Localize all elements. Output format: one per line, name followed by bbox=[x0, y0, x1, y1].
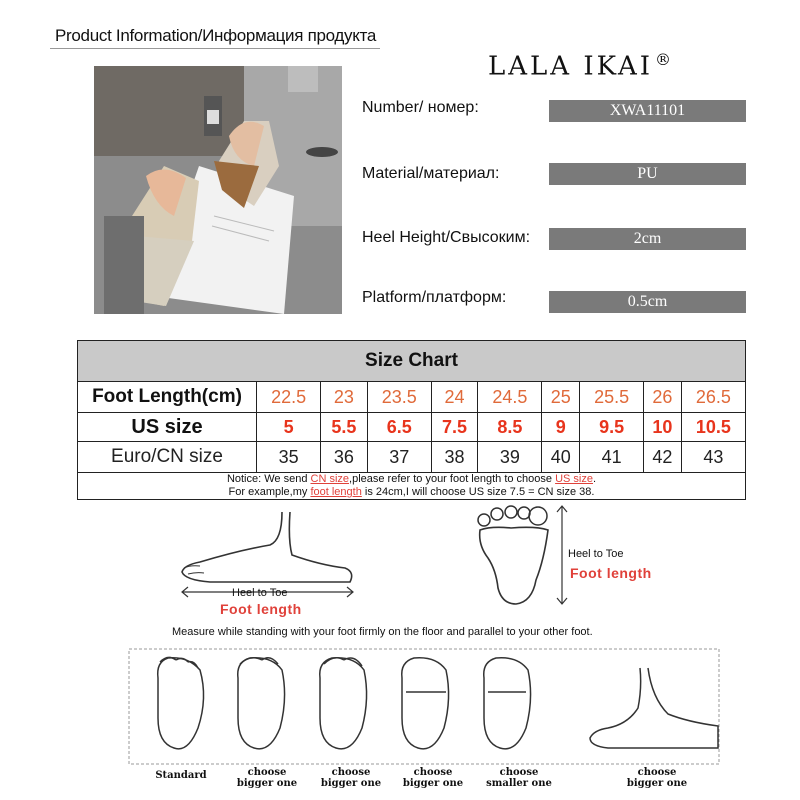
brand-name: LALA IKAI bbox=[488, 51, 654, 82]
notice-text-part: For example,my bbox=[228, 486, 311, 498]
foot-length-cell: 25.5 bbox=[579, 382, 643, 413]
caption-line: choose bbox=[499, 767, 539, 778]
notice-highlight: US size bbox=[555, 473, 593, 485]
row-label: US size bbox=[78, 413, 257, 442]
registered-mark: ® bbox=[655, 50, 675, 69]
euro-size-cell: 39 bbox=[478, 442, 542, 473]
us-size-cell: 9 bbox=[542, 413, 579, 442]
us-size-cell: 5.5 bbox=[321, 413, 367, 442]
caption-line: choose bbox=[247, 767, 287, 778]
material-value: PU bbox=[549, 163, 746, 185]
number-label: Number/ номер: bbox=[362, 99, 479, 116]
caption-line: bigger one bbox=[626, 778, 688, 789]
heel-to-toe-label: Heel to Toe bbox=[568, 548, 624, 560]
foot-caption bbox=[226, 767, 308, 789]
platform-label: Platform/платформ: bbox=[362, 289, 507, 306]
foot-length-cell: 26.5 bbox=[681, 382, 745, 413]
number-value: XWA11101 bbox=[549, 100, 746, 122]
heel-height-label: Heel Height/Свысоким: bbox=[362, 229, 531, 246]
notice-highlight: CN size bbox=[310, 473, 350, 485]
euro-size-cell: 38 bbox=[431, 442, 477, 473]
row-label: Foot Length(cm) bbox=[78, 382, 257, 413]
euro-size-cell: 36 bbox=[321, 442, 367, 473]
foot-length-row bbox=[78, 382, 746, 413]
notice-highlight: foot length bbox=[310, 486, 362, 498]
foot-caption bbox=[392, 767, 474, 789]
us-size-cell: 10.5 bbox=[681, 413, 745, 442]
caption-line: choose bbox=[413, 767, 453, 778]
foot-length-cell: 26 bbox=[644, 382, 681, 413]
caption-line: choose bbox=[637, 767, 677, 778]
notice-text-part: is 24cm,I will choose US size 7.5 = CN size 38. bbox=[361, 486, 595, 498]
platform-value: 0.5cm bbox=[549, 291, 746, 313]
euro-size-cell: 40 bbox=[542, 442, 579, 473]
foot-caption bbox=[310, 767, 392, 789]
notice-text-part: ,please refer to your foot length to choose bbox=[349, 473, 556, 485]
us-size-cell: 10 bbox=[644, 413, 681, 442]
notice-text-part: Notice: We send bbox=[226, 473, 311, 485]
notice-text bbox=[78, 473, 746, 500]
euro-size-cell: 43 bbox=[681, 442, 745, 473]
foot-length-label: Foot length bbox=[570, 565, 652, 581]
caption-line: bigger one bbox=[402, 778, 464, 789]
us-size-cell: 8.5 bbox=[478, 413, 542, 442]
notice-text-part: . bbox=[593, 473, 597, 485]
euro-size-cell: 37 bbox=[367, 442, 431, 473]
material-label: Material/материал: bbox=[362, 165, 500, 182]
notice-row bbox=[78, 473, 746, 500]
caption-line: bigger one bbox=[320, 778, 382, 789]
caption-line: smaller one bbox=[486, 778, 552, 789]
foot-length-cell: 24.5 bbox=[478, 382, 542, 413]
foot-caption bbox=[474, 767, 564, 789]
product-photo bbox=[94, 66, 342, 314]
size-chart-title: Size Chart bbox=[78, 341, 746, 382]
size-chart-table bbox=[77, 340, 746, 500]
measure-instruction: Measure while standing with your foot firmly on the floor and parallel to your other foot. bbox=[172, 626, 593, 638]
us-size-cell: 7.5 bbox=[431, 413, 477, 442]
title-underline bbox=[50, 48, 380, 49]
euro-size-cell: 42 bbox=[644, 442, 681, 473]
foot-length-cell: 22.5 bbox=[257, 382, 321, 413]
euro-size-row bbox=[78, 442, 746, 473]
heel-height-value: 2cm bbox=[549, 228, 746, 250]
section-title: Product Information/Информация продукта bbox=[55, 26, 377, 45]
us-size-cell: 9.5 bbox=[579, 413, 643, 442]
caption-line: bigger one bbox=[236, 778, 298, 789]
euro-size-cell: 41 bbox=[579, 442, 643, 473]
foot-caption bbox=[612, 767, 702, 789]
row-label: Euro/CN size bbox=[78, 442, 257, 473]
foot-length-cell: 25 bbox=[542, 382, 579, 413]
foot-length-cell: 23 bbox=[321, 382, 367, 413]
caption-line: Standard bbox=[155, 770, 207, 781]
brand-logo bbox=[488, 50, 674, 82]
us-size-cell: 6.5 bbox=[367, 413, 431, 442]
euro-size-cell: 35 bbox=[257, 442, 321, 473]
heel-to-toe-label: Heel to Toe bbox=[232, 587, 288, 599]
us-size-row bbox=[78, 413, 746, 442]
foot-length-cell: 23.5 bbox=[367, 382, 431, 413]
foot-caption bbox=[140, 770, 222, 781]
foot-length-label: Foot length bbox=[220, 601, 302, 617]
us-size-cell: 5 bbox=[257, 413, 321, 442]
caption-line: choose bbox=[331, 767, 371, 778]
foot-length-cell: 24 bbox=[431, 382, 477, 413]
